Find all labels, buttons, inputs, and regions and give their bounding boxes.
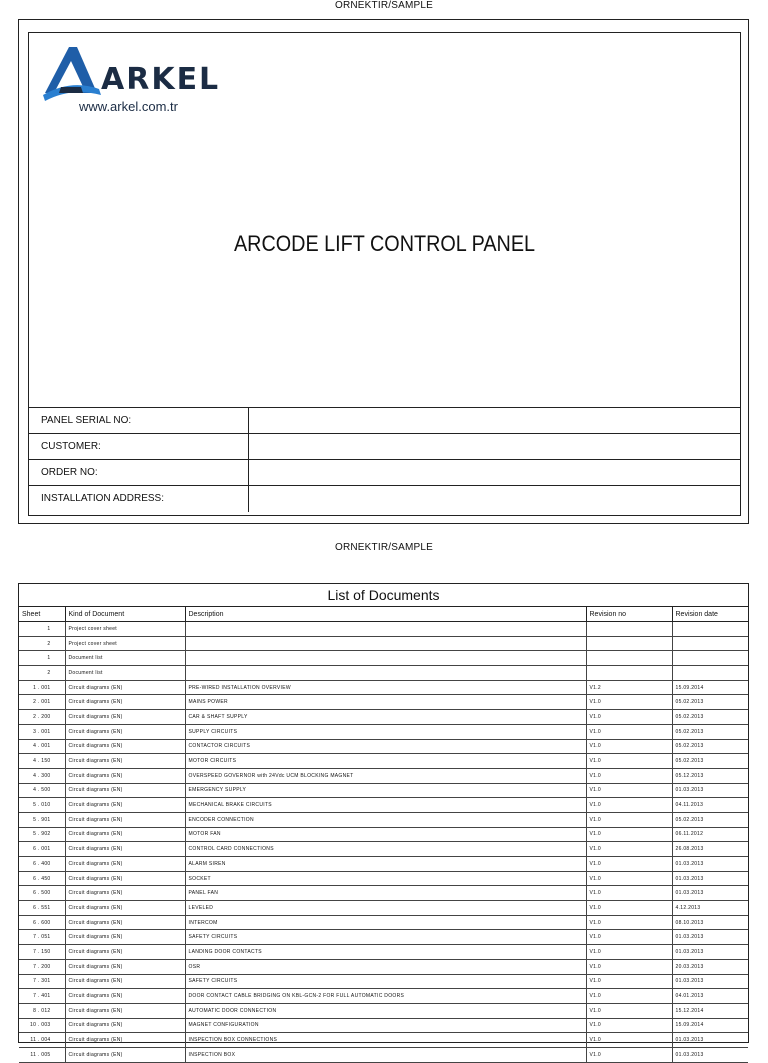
sample-watermark-middle: ORNEKTIR/SAMPLE	[334, 542, 434, 553]
table-cell: 7 . 200	[19, 959, 65, 974]
table-cell: V1.0	[586, 989, 672, 1004]
table-cell: 2	[19, 666, 65, 681]
table-row	[19, 739, 748, 754]
table-cell: Circuit diagrams (EN)	[65, 901, 185, 916]
table-cell	[672, 636, 748, 651]
table-cell: Circuit diagrams (EN)	[65, 842, 185, 857]
table-cell: 5 . 902	[19, 827, 65, 842]
document-list-sheet	[18, 583, 749, 1058]
cover-sheet-frame	[18, 19, 749, 524]
table-cell: Circuit diagrams (EN)	[65, 871, 185, 886]
table-cell: 01.03.2013	[672, 871, 748, 886]
table-cell: INTERCOM	[185, 915, 586, 930]
table-cell: Circuit diagrams (EN)	[65, 886, 185, 901]
table-cell: 05.02.2013	[672, 739, 748, 754]
table-cell: 04.11.2013	[672, 798, 748, 813]
table-cell: 4 . 150	[19, 754, 65, 769]
table-cell: MAGNET CONFIGURATION	[185, 1018, 586, 1033]
panel-info-label: CUSTOMER:	[29, 434, 248, 460]
table-cell: Circuit diagrams (EN)	[65, 695, 185, 710]
table-row	[19, 842, 748, 857]
panel-info-row	[29, 408, 740, 434]
table-row	[19, 768, 748, 783]
table-row	[19, 886, 748, 901]
table-cell: V1.0	[586, 827, 672, 842]
table-cell	[586, 622, 672, 637]
table-cell: 4 . 300	[19, 768, 65, 783]
table-cell: Circuit diagrams (EN)	[65, 798, 185, 813]
table-cell: LEVELED	[185, 901, 586, 916]
panel-info-row	[29, 460, 740, 486]
table-cell: Circuit diagrams (EN)	[65, 1003, 185, 1018]
table-cell: SOCKET	[185, 871, 586, 886]
table-cell: 2 . 200	[19, 710, 65, 725]
table-cell: Circuit diagrams (EN)	[65, 710, 185, 725]
table-row	[19, 1033, 748, 1048]
panel-info-value	[248, 408, 740, 434]
table-cell: V1.0	[586, 915, 672, 930]
company-url: www.arkel.com.tr	[79, 99, 178, 114]
table-cell: V1.0	[586, 959, 672, 974]
table-cell: V1.0	[586, 768, 672, 783]
table-cell	[586, 636, 672, 651]
table-cell: Circuit diagrams (EN)	[65, 739, 185, 754]
table-cell: V1.0	[586, 1033, 672, 1048]
table-cell: V1.0	[586, 739, 672, 754]
table-cell: OVERSPEED GOVERNOR with 24Vdc UCM BLOCKING MAGNET	[185, 768, 586, 783]
table-cell: Circuit diagrams (EN)	[65, 930, 185, 945]
table-cell: Project cover sheet	[65, 622, 185, 637]
table-cell: 6 . 001	[19, 842, 65, 857]
table-cell: 1 . 001	[19, 680, 65, 695]
table-cell: 01.03.2013	[672, 886, 748, 901]
table-row	[19, 783, 748, 798]
table-cell	[672, 666, 748, 681]
table-row	[19, 945, 748, 960]
panel-info-row	[29, 434, 740, 460]
table-cell: 1	[19, 622, 65, 637]
table-cell: V1.0	[586, 901, 672, 916]
table-cell: 15.12.2014	[672, 1003, 748, 1018]
table-row	[19, 724, 748, 739]
table-cell: 3 . 001	[19, 724, 65, 739]
column-header: Sheet	[19, 607, 65, 622]
cover-title: ARCODE LIFT CONTROL PANEL	[233, 231, 536, 256]
table-row	[19, 812, 748, 827]
table-cell: Circuit diagrams (EN)	[65, 680, 185, 695]
logo-wordmark: ARKEL	[101, 62, 221, 97]
column-header: Kind of Document	[65, 607, 185, 622]
panel-info-label: PANEL SERIAL NO:	[29, 408, 248, 434]
panel-info-row	[29, 486, 740, 512]
table-row	[19, 827, 748, 842]
table-cell: V1.0	[586, 886, 672, 901]
table-cell: 4 . 500	[19, 783, 65, 798]
table-cell: Circuit diagrams (EN)	[65, 1018, 185, 1033]
table-cell: V1.0	[586, 1003, 672, 1018]
table-cell: 01.03.2013	[672, 1047, 748, 1062]
table-cell: 6 . 600	[19, 915, 65, 930]
table-cell: 05.02.2013	[672, 724, 748, 739]
panel-info-table	[29, 407, 740, 512]
table-cell: LANDING DOOR CONTACTS	[185, 945, 586, 960]
table-row	[19, 754, 748, 769]
table-cell: 7 . 150	[19, 945, 65, 960]
table-row	[19, 857, 748, 872]
table-row	[19, 974, 748, 989]
table-cell: Project cover sheet	[65, 636, 185, 651]
table-cell: Circuit diagrams (EN)	[65, 989, 185, 1004]
table-row	[19, 901, 748, 916]
panel-info-value	[248, 486, 740, 512]
panel-info-value	[248, 460, 740, 486]
table-cell: 10 . 003	[19, 1018, 65, 1033]
table-row	[19, 680, 748, 695]
table-cell: 01.03.2013	[672, 1033, 748, 1048]
column-header: Revision no	[586, 607, 672, 622]
table-cell: 11 . 005	[19, 1047, 65, 1062]
table-cell: Circuit diagrams (EN)	[65, 754, 185, 769]
table-cell: 05.02.2013	[672, 812, 748, 827]
table-cell: MOTOR FAN	[185, 827, 586, 842]
table-cell: V1.0	[586, 871, 672, 886]
table-cell	[185, 666, 586, 681]
table-cell: SAFETY CIRCUITS	[185, 930, 586, 945]
table-cell: Circuit diagrams (EN)	[65, 915, 185, 930]
table-cell: V1.0	[586, 695, 672, 710]
table-cell: Circuit diagrams (EN)	[65, 783, 185, 798]
table-cell	[185, 651, 586, 666]
table-cell: Document list	[65, 651, 185, 666]
table-cell: V1.0	[586, 1047, 672, 1062]
table-cell: 7 . 401	[19, 989, 65, 1004]
table-cell: 6 . 450	[19, 871, 65, 886]
table-cell	[672, 651, 748, 666]
table-cell: V1.0	[586, 945, 672, 960]
table-cell: Circuit diagrams (EN)	[65, 1033, 185, 1048]
table-cell: 15.09.2014	[672, 680, 748, 695]
table-cell: 2	[19, 636, 65, 651]
table-cell: INSPECTION BOX	[185, 1047, 586, 1062]
table-cell: AUTOMATIC DOOR CONNECTION	[185, 1003, 586, 1018]
table-cell: V1.0	[586, 857, 672, 872]
table-row	[19, 1047, 748, 1062]
sample-watermark-top: ORNEKTIR/SAMPLE	[334, 0, 434, 11]
table-row	[19, 710, 748, 725]
table-cell: 05.12.2013	[672, 768, 748, 783]
table-cell: EMERGENCY SUPPLY	[185, 783, 586, 798]
table-cell: V1.0	[586, 754, 672, 769]
table-cell: V1.0	[586, 930, 672, 945]
table-cell: 05.02.2013	[672, 695, 748, 710]
column-header: Revision date	[672, 607, 748, 622]
table-cell: Circuit diagrams (EN)	[65, 945, 185, 960]
table-cell: PRE-WIRED INSTALLATION OVERVIEW	[185, 680, 586, 695]
table-cell: OSR	[185, 959, 586, 974]
table-row	[19, 695, 748, 710]
table-cell: DOOR CONTACT CABLE BRIDGING ON KBL-GCN-2 FOR FULL AUTOMATIC DOORS	[185, 989, 586, 1004]
table-cell: PANEL FAN	[185, 886, 586, 901]
table-cell	[185, 622, 586, 637]
table-cell: Circuit diagrams (EN)	[65, 724, 185, 739]
table-cell: 26.08.2013	[672, 842, 748, 857]
table-cell: V1.0	[586, 1018, 672, 1033]
table-cell: 6 . 400	[19, 857, 65, 872]
table-cell: SAFETY CIRCUITS	[185, 974, 586, 989]
panel-info-value	[248, 434, 740, 460]
table-cell: MECHANICAL BRAKE CIRCUITS	[185, 798, 586, 813]
table-cell	[586, 666, 672, 681]
table-cell: 05.02.2013	[672, 754, 748, 769]
table-cell: CONTACTOR CIRCUITS	[185, 739, 586, 754]
table-cell	[185, 636, 586, 651]
table-cell: 2 . 001	[19, 695, 65, 710]
table-row	[19, 1003, 748, 1018]
table-cell: 01.03.2013	[672, 930, 748, 945]
panel-info-label: ORDER NO:	[29, 460, 248, 486]
table-cell: ALARM SIREN	[185, 857, 586, 872]
table-cell: 11 . 004	[19, 1033, 65, 1048]
table-cell: Circuit diagrams (EN)	[65, 812, 185, 827]
table-cell: 4.12.2013	[672, 901, 748, 916]
table-cell: 06.11.2012	[672, 827, 748, 842]
table-cell: INSPECTION BOX CONNECTIONS	[185, 1033, 586, 1048]
table-row	[19, 959, 748, 974]
table-cell: 01.03.2013	[672, 857, 748, 872]
table-cell: CAR & SHAFT SUPPLY	[185, 710, 586, 725]
table-row	[19, 915, 748, 930]
table-cell: 01.03.2013	[672, 974, 748, 989]
table-row	[19, 1018, 748, 1033]
table-cell: MOTOR CIRCUITS	[185, 754, 586, 769]
cover-sheet-inner-frame	[28, 32, 741, 516]
table-cell: 7 . 301	[19, 974, 65, 989]
table-cell: V1.2	[586, 680, 672, 695]
table-cell: 4 . 001	[19, 739, 65, 754]
table-row	[19, 798, 748, 813]
table-cell: 6 . 500	[19, 886, 65, 901]
table-cell: 01.03.2013	[672, 783, 748, 798]
table-cell: Circuit diagrams (EN)	[65, 768, 185, 783]
table-cell: 6 . 551	[19, 901, 65, 916]
table-cell: 04.01.2013	[672, 989, 748, 1004]
table-cell: Circuit diagrams (EN)	[65, 857, 185, 872]
table-cell: V1.0	[586, 812, 672, 827]
table-cell	[586, 651, 672, 666]
column-header: Description	[185, 607, 586, 622]
table-cell: Circuit diagrams (EN)	[65, 827, 185, 842]
panel-info-label: INSTALLATION ADDRESS:	[29, 486, 248, 512]
table-cell: 15.09.2014	[672, 1018, 748, 1033]
table-cell: 8 . 012	[19, 1003, 65, 1018]
table-row	[19, 871, 748, 886]
table-row	[19, 989, 748, 1004]
table-cell: CONTROL CARD CONNECTIONS	[185, 842, 586, 857]
table-cell: V1.0	[586, 724, 672, 739]
table-cell: SUPPLY CIRCUITS	[185, 724, 586, 739]
table-cell: Circuit diagrams (EN)	[65, 959, 185, 974]
table-cell: V1.0	[586, 783, 672, 798]
table-row	[19, 666, 748, 681]
table-row	[19, 930, 748, 945]
document-list-title: List of Documents	[19, 584, 748, 607]
table-row	[19, 622, 748, 637]
table-cell: 20.03.2013	[672, 959, 748, 974]
table-row	[19, 636, 748, 651]
table-cell: 5 . 901	[19, 812, 65, 827]
table-cell: V1.0	[586, 974, 672, 989]
table-cell: 01.03.2013	[672, 945, 748, 960]
table-cell: Document list	[65, 666, 185, 681]
table-cell: 08.10.2013	[672, 915, 748, 930]
document-list-table	[19, 607, 748, 1063]
table-cell: Circuit diagrams (EN)	[65, 974, 185, 989]
table-cell: V1.0	[586, 710, 672, 725]
table-cell: 05.02.2013	[672, 710, 748, 725]
table-cell: V1.0	[586, 798, 672, 813]
table-row	[19, 651, 748, 666]
table-cell: 5 . 010	[19, 798, 65, 813]
table-cell: Circuit diagrams (EN)	[65, 1047, 185, 1062]
table-cell: V1.0	[586, 842, 672, 857]
table-cell	[672, 622, 748, 637]
table-cell: ENCODER CONNECTION	[185, 812, 586, 827]
table-cell: MAINS POWER	[185, 695, 586, 710]
table-cell: 1	[19, 651, 65, 666]
table-cell: 7 . 051	[19, 930, 65, 945]
